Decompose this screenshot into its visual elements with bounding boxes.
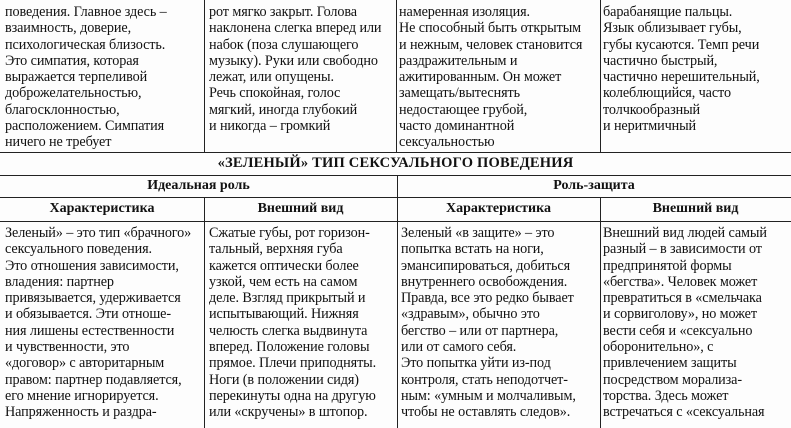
text-line: ажитированным. Он может <box>399 69 562 86</box>
text-line: чтобы не оставлять следов». <box>401 404 571 421</box>
text-line: и чувственности, это <box>5 339 130 356</box>
text-line: Зеленый «в защите» – это <box>401 225 555 241</box>
rule-top-v2 <box>396 0 397 152</box>
text-line: намеренная изоляция. <box>399 4 530 20</box>
text-line: ничего не требует <box>5 134 112 151</box>
text-line: «бегства». Человек может <box>603 273 758 290</box>
text-line: превратиться в «смельчака <box>603 290 762 307</box>
text-line: встречаться с «сексуальная <box>603 404 765 421</box>
text-line: бегство – или от партнера, <box>401 322 559 339</box>
text-line: владения: партнер <box>5 273 114 290</box>
text-line: испытывающий. Нижняя <box>209 306 359 323</box>
rule-below-title <box>0 175 791 176</box>
text-line: привязывается, удерживается <box>5 290 181 307</box>
role-header-protective: Роль-защита <box>553 178 635 193</box>
text-line: и неритмичный <box>603 118 697 135</box>
text-line: Сжатые губы, рот горизон- <box>209 225 370 241</box>
section-title: «ЗЕЛЕНЫЙ» ТИП СЕКСУАЛЬНОГО ПОВЕДЕНИЯ <box>217 155 574 171</box>
text-line: предпринятой формы <box>603 257 732 274</box>
text-line: Зеленый» – это тип «брачного» <box>5 225 192 241</box>
text-line: барабанящие пальцы. <box>603 4 733 20</box>
column-header-characteristic-2: Характеристика <box>446 201 551 216</box>
role-header-ideal: Идеальная роль <box>147 178 250 193</box>
text-line: вперед. Положение головы <box>209 339 370 356</box>
rule-below-top-row <box>0 152 791 153</box>
text-line: Язык облизывает губы, <box>603 20 742 37</box>
rule-below-column-headers <box>0 221 791 222</box>
text-line: эмансипироваться, добиться <box>401 257 571 274</box>
top-col4-text <box>603 4 789 152</box>
text-line: раздражительным и <box>399 52 518 69</box>
bottom-col2-text <box>209 225 395 428</box>
text-line: прямое. Плечи приподняты. <box>209 355 377 372</box>
rule-bottom-v1 <box>204 197 205 428</box>
text-line: колеблющийся, часто <box>603 85 731 102</box>
bottom-col1-text <box>5 225 203 428</box>
rule-role-v <box>397 175 398 197</box>
text-line: или от самого себя. <box>401 339 517 356</box>
text-line: Речь спокойная, голос <box>209 85 341 102</box>
column-header-appearance-1: Внешний вид <box>257 201 344 216</box>
text-line: перекинуты одна на другую <box>209 387 376 404</box>
text-line: замещать/вытеснять <box>399 85 521 102</box>
top-col1-text <box>5 4 203 152</box>
column-header-appearance-2: Внешний вид <box>652 201 739 216</box>
text-line: или «скручены» в штопор. <box>209 404 368 421</box>
text-line: разный – в зависимости от <box>603 241 762 258</box>
text-line: деле. Взгляд прикрытый и <box>209 290 366 307</box>
text-line: торства. Здесь может <box>603 387 729 404</box>
text-line: набок (поза слушающего <box>209 36 359 53</box>
bottom-col3-text <box>401 225 599 428</box>
text-line: попытка встать на ноги, <box>401 241 544 258</box>
text-line: и обязывается. Эти отноше- <box>5 306 172 323</box>
text-line: выражается терпеливой <box>5 69 148 86</box>
text-line: «договор» с авторитарным <box>5 355 165 372</box>
text-line: привлечением защиты <box>603 355 737 372</box>
text-line: ния лишены естественности <box>5 322 175 339</box>
rule-top-v3 <box>600 0 601 152</box>
text-line: Не способный быть открытым <box>399 20 582 37</box>
text-line: вести себя и «сексуально <box>603 322 753 339</box>
text-line: Это отношения зависимости, <box>5 257 179 274</box>
text-line: и сорвиголову», но может <box>603 306 757 323</box>
text-line: толчкообразный <box>603 101 701 118</box>
text-line: узкой, чем есть на самом <box>209 273 358 290</box>
text-line: благосклонностью, <box>5 101 120 118</box>
text-line: Это симпатия, которая <box>5 52 139 69</box>
text-line: Напряженность и раздра- <box>5 404 157 421</box>
text-line: наклонена слегка вперед или <box>209 20 382 37</box>
text-line: мягкий, иногда глубокий <box>209 101 358 118</box>
text-line: лежат, или опущены. <box>209 69 334 86</box>
text-line: музыку). Руки или свободно <box>209 52 378 69</box>
text-line: Это попытка уйти из-под <box>401 355 551 372</box>
text-line: взаимность, доверие, <box>5 20 132 37</box>
text-line: рот мягко закрыт. Голова <box>209 4 357 20</box>
text-line: контроля, стать неподотчет- <box>401 371 568 388</box>
text-line: частично нерешительный, <box>603 69 760 86</box>
text-line: доброжелательностью, <box>5 85 142 102</box>
column-header-characteristic-1: Характеристика <box>49 201 155 216</box>
text-line: внутреннего освобождения. <box>401 273 568 290</box>
text-line: сексуального поведения. <box>5 241 152 258</box>
text-line: психологическая близость. <box>5 36 166 53</box>
text-line: Ноги (в положении сидя) <box>209 371 359 388</box>
text-line: ным: «умным и молчаливым, <box>401 387 576 404</box>
bottom-col4-text <box>603 225 789 428</box>
top-col3-text <box>399 4 599 152</box>
text-line: оборонительно», с <box>603 339 714 356</box>
text-line: «здравым», обычно это <box>401 306 540 323</box>
text-line: челюсть слегка выдвинута <box>209 322 368 339</box>
text-line: его мнение игнорируется. <box>5 387 159 404</box>
text-line: недостающее грубой, <box>399 101 528 118</box>
text-line: и нежным, человек становится <box>399 36 583 53</box>
text-line: кажется оптически более <box>209 257 359 274</box>
rule-bottom-v3 <box>600 197 601 428</box>
text-line: правом: партнер подавляется, <box>5 371 182 388</box>
text-line: Внешний вид людей самый <box>603 225 767 241</box>
text-line: и никогда – громкий <box>209 118 331 135</box>
text-line: губы кусаются. Темп речи <box>603 36 760 53</box>
text-line: часто доминантной <box>399 118 515 135</box>
rule-bottom-v2 <box>397 197 398 428</box>
rule-top-v1 <box>204 0 205 152</box>
text-line: частично быстрый, <box>603 52 718 69</box>
text-line: расположением. Симпатия <box>5 118 165 135</box>
text-line: поведения. Главное здесь – <box>5 4 167 20</box>
top-col2-text <box>209 4 395 152</box>
text-line: тальный, верхняя губа <box>209 241 343 258</box>
text-line: посредством морализа- <box>603 371 742 388</box>
text-line: сексуальностью <box>399 134 495 151</box>
text-line: Правда, все это редко бывает <box>401 290 574 307</box>
rule-below-role-headers <box>0 197 791 198</box>
